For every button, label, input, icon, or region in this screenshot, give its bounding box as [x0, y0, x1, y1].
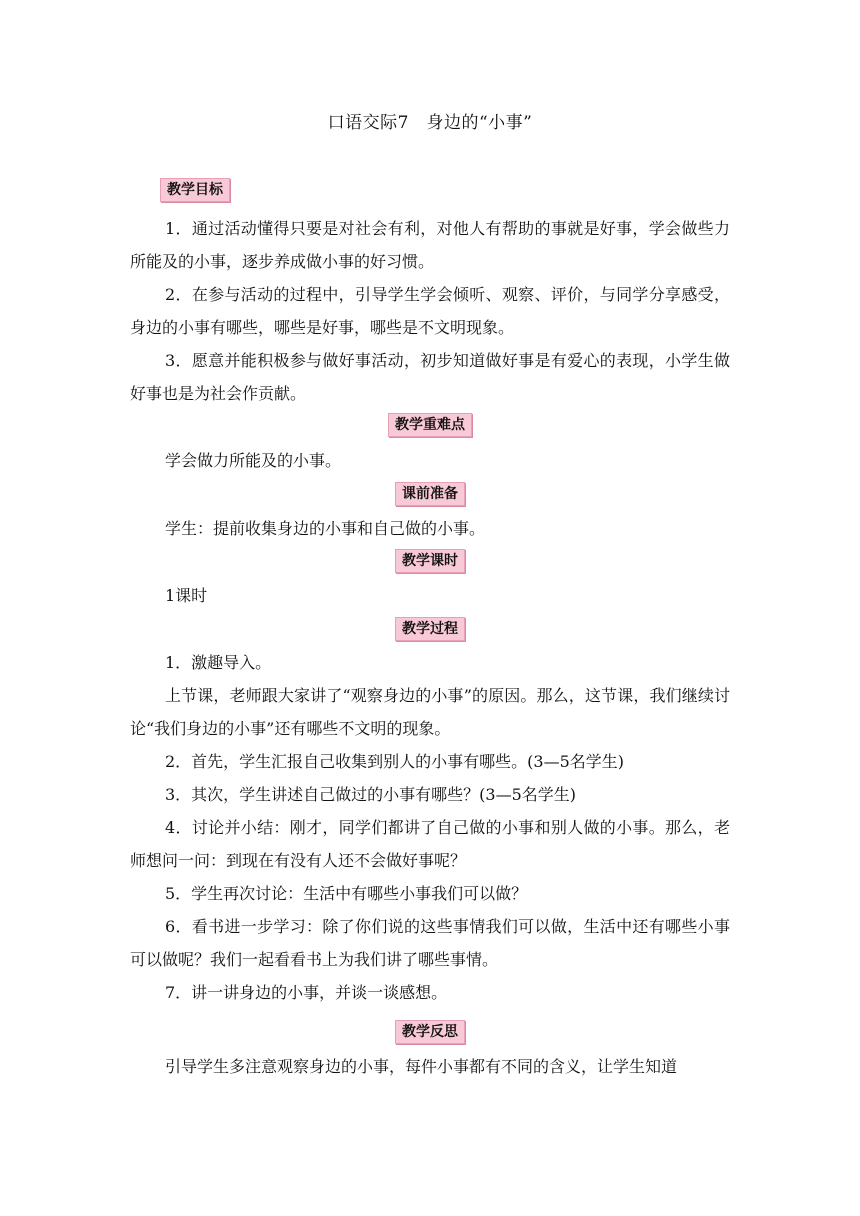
section-heading-process	[0, 617, 860, 641]
section-heading-hours	[0, 549, 860, 573]
preparation-text: 学生：提前收集身边的小事和自己做的小事。	[165, 519, 486, 538]
heading-label: 教学目标	[160, 178, 230, 202]
section-heading-reflection	[0, 1020, 860, 1044]
heading-label: 教学课时	[395, 549, 465, 573]
page-title: 口语交际7 身边的“小事”	[327, 113, 533, 133]
process-item-2: 2．首先，学生汇报自己收集到别人的小事有哪些。(3—5名学生)	[165, 752, 625, 771]
process-item-1: 1．激趣导入。	[165, 653, 272, 672]
process-item-6: 6．看书进一步学习：除了你们说的这些事情我们可以做，生活中还有哪些小事可以做呢？我们一起看看书上为我们讲了哪些事情。	[130, 917, 730, 969]
section-heading-preparation	[0, 482, 860, 506]
process-item-3: 3．其次，学生讲述自己做过的小事有哪些？(3—5名学生)	[165, 785, 577, 804]
goal-item-1: 1．通过活动懂得只要是对社会有利，对他人有帮助的事就是好事，学会做些力所能及的小事，逐步养成做小事的好习惯。	[130, 219, 730, 271]
process-item-7: 7．讲一讲身边的小事，并谈一谈感想。	[165, 983, 448, 1002]
section-heading-goals	[160, 178, 230, 202]
section-heading-keypoints	[0, 413, 860, 437]
goal-item-2: 2．在参与活动的过程中，引导学生学会倾听、观察、评价，与同学分享感受，身边的小事有哪些，哪些是好事，哪些是不文明现象。	[130, 285, 730, 337]
process-item-5: 5．学生再次讨论：生活中有哪些小事我们可以做？	[165, 884, 528, 903]
process-item-4: 4．讨论并小结：刚才，同学们都讲了自己做的小事和别人做的小事。那么，老师想问一问：到现在有没有人还不会做好事呢？	[130, 818, 730, 870]
heading-label: 教学过程	[395, 617, 465, 641]
process-item-intro: 上节课，老师跟大家讲了“观察身边的小事”的原因。那么，这节课，我们继续讨论“我们身边的小事”还有哪些不文明的现象。	[130, 686, 730, 738]
goal-item-3: 3．愿意并能积极参与做好事活动，初步知道做好事是有爱心的表现，小学生做好事也是为社会作贡献。	[130, 351, 730, 403]
heading-label: 教学反思	[395, 1020, 465, 1044]
reflection-text: 引导学生多注意观察身边的小事，每件小事都有不同的含义，让学生知道	[165, 1057, 678, 1076]
heading-label: 课前准备	[395, 482, 465, 506]
keypoints-text: 学会做力所能及的小事。	[165, 451, 342, 470]
heading-label: 教学重难点	[388, 413, 472, 437]
hours-text: 1课时	[165, 586, 208, 605]
